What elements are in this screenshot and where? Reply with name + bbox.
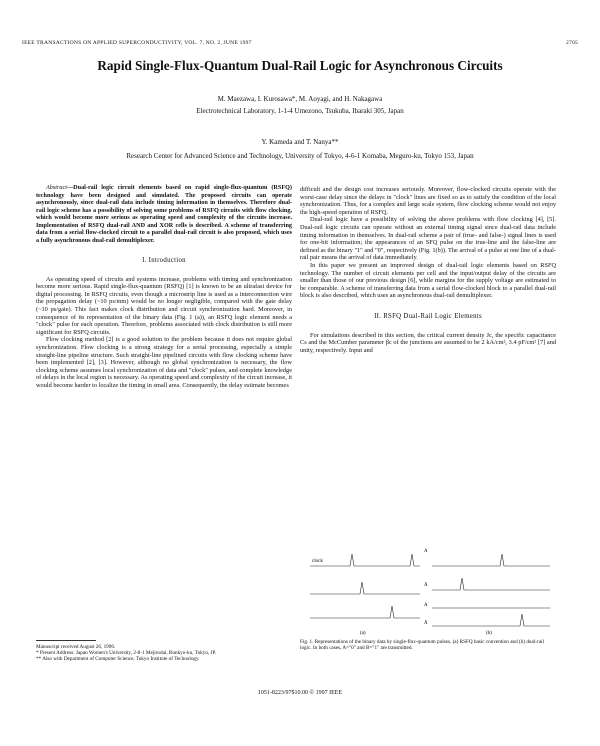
section-heading-dual-rail: II. RSFQ Dual-Rail Logic Elements <box>374 312 482 320</box>
intro-paragraph-1: As operating speed of circuits and systems increase, problems with timing and synchronization become more serious. Rapid single-flux-quantum (RSFQ) [1] is known to be an ultrafast device for digital processing. In RSFQ circuits, even though a microstrip line is used as a interconnection wire the propagation delay (~10 ps/mm) would be no longer negligible, compared with the gate delay (~10 ps/gate). This fact makes clock distribution and circuit synchronization hard. Moreover, in consequence of its representation of the binary data (Fig. 1 (a)), an RSFQ logic element needs a "clock" pulse for each operation. Therefore, problems associated with clock distribution is still more significant for RSFQ circuits. <box>36 275 292 336</box>
intro-paragraph-2: Flow clocking method [2] is a good solution to the problem because it does not require global synchronization. Flow clocking is a strong strategy for a serial processing, especially a simple straight-line pipeline structure. Such straight-line pipelined circuits with flow clocking scheme have been implemented [2], [3]. However, although no global synchronization is necessary, the flow clocking scheme assumes local synchronization of data and "clock" pulses, and complete knowledge of delays in the local region is necessary. As operating speed and complexity of the circuit increase, it would become harder to localize the timing in small area. Consequently, the delay estimate becomes <box>36 336 292 389</box>
journal-name: IEEE TRANSACTIONS ON APPLIED SUPERCONDUCTIVITY, VOL. 7, NO. 2, JUNE 1997 <box>22 40 252 46</box>
running-head <box>22 40 578 46</box>
section2-paragraph: For simulations described in this section, the critical current density Jc, the specific capacitance Cs and the McCumber parameter βc of the junctions are assumed to be 2 kA/cm², 3.4 pF/cm² [7] and unity, respectively. Input and <box>300 331 556 354</box>
label-abar-2: Ā <box>424 621 428 626</box>
panel-label-a: (a) <box>360 631 366 635</box>
panel-label-b: (b) <box>486 631 492 635</box>
footnote-received: Manuscript received August 26, 1996. <box>36 644 116 650</box>
label-a: A <box>424 549 428 554</box>
label-abar: Ā <box>424 583 428 588</box>
waveform-result <box>310 606 420 618</box>
footnote-affiliation: ** Also with Department of Computer Science, Tokyo Institute of Technology. <box>36 656 200 663</box>
right-paragraph-1: difficult and the design cost increases seriously. Moreover, flow-clocked circuits operate with the worst-case delay since the delays in "clock" lines are fixed so as to satisfy the condition of the local synchronization. Thus, for a complex and large scale system, flow clocking scheme would not enjoy the high-speed operation of RSFQ. <box>300 186 556 216</box>
abstract-label: Abstract <box>46 184 67 191</box>
waveform-true-line <box>432 554 550 566</box>
affiliation-2: Research Center for Advanced Science and Technology, University of Tokyo, 4-6-1 Komaba, Meguro-ku, Tokyo 153, Japan <box>126 152 474 160</box>
right-paragraph-3: In this paper we present an improved design of dual-rail logic elements based on RSFQ technology. The number of circuit elements per cell and the input/output delay of the circuits are smaller than those of our previous design [6], while margins for the supply voltage are estimated to be comparable. A scheme of transferring data from a serial flow-clocked block to a parallel dual-rail block is also described, which uses an asynchronous dual-rail demultiplexer. <box>300 261 556 300</box>
affiliation-1: Electrotechnical Laboratory, 1-1-4 Umezono, Tsukuba, Ibaraki 305, Japan <box>196 107 404 115</box>
footnote-rule <box>36 640 96 641</box>
section-heading-introduction: I. Introduction <box>142 257 186 264</box>
paper-title: Rapid Single-Flux-Quantum Dual-Rail Logic for Asynchronous Circuits <box>97 58 503 73</box>
footnote-present-address: * Present Address: Japan Women's University, 2-8-1 Mejirodai, Bunkyo-ku, Tokyo, JP. <box>36 650 217 657</box>
abstract-text: —Dual-rail logic circuit elements based on rapid single-flux-quantum (RSFQ) technology have been designed and simulated. The proposed circuits can operate asynchronously, since dual-rail data include timing information in themselves. Therefore dual-rail logic scheme has a possibility of solving some problems of RSFQ circuits with flow clocking, which would become more serious as operating speed and complexity of the circuits increase. Implementation of RSFQ dual-rail AND and XOR cells is described. A scheme of transferring data from a serial flow-clocked circuit to a parallel dual-rail circuit is also proposed, which uses a fully asynchronous dual-rail demultiplexer. <box>36 184 292 244</box>
footnotes <box>36 640 292 663</box>
waveform-a-data <box>310 582 420 594</box>
figure-caption: Fig. 1. Representations of the binary data by single-flux-quantum pulses. (a) RSFQ basic convention and (b) dual-rail logic. In both cases, A="0" and B="1" are transmitted. <box>300 639 544 652</box>
figure-1 <box>300 540 556 635</box>
left-column <box>36 184 292 390</box>
abstract <box>36 184 292 244</box>
label-clock: clock <box>312 559 323 564</box>
copyright-footer: 1051-8223/97$10.00 © 1997 IEEE <box>257 690 343 696</box>
page-number: 2705 <box>566 40 578 46</box>
right-column <box>300 186 556 354</box>
right-paragraph-2: Dual-rail logic have a possibility of solving the above problems with flow clocking [4], [5]. Dual-rail logic circuits can operate without an external timing signal since dual-rail data include timing information in themselves. In dual-rail scheme a pair of (true- and false-) signal lines is used for one-bit information; the appearances of an SFQ pulse on the true-line and the false-line are defined as the binary "1" and "0", respectively (Fig. 1(b)). The arrival of a pulse at one line of a dual-rail pair means the arrival of data immediately. <box>300 216 556 262</box>
author-list-2: Y. Kameda and T. Nanya** <box>261 138 339 146</box>
author-list-1: M. Maezawa, I. Kurosawa*, M. Aoyagi, and H. Nakagawa <box>217 95 383 103</box>
waveform-false-line-2 <box>432 614 550 626</box>
waveform-false-line <box>432 578 550 590</box>
label-a-2: A <box>424 603 428 608</box>
waveform-clock <box>310 554 420 566</box>
